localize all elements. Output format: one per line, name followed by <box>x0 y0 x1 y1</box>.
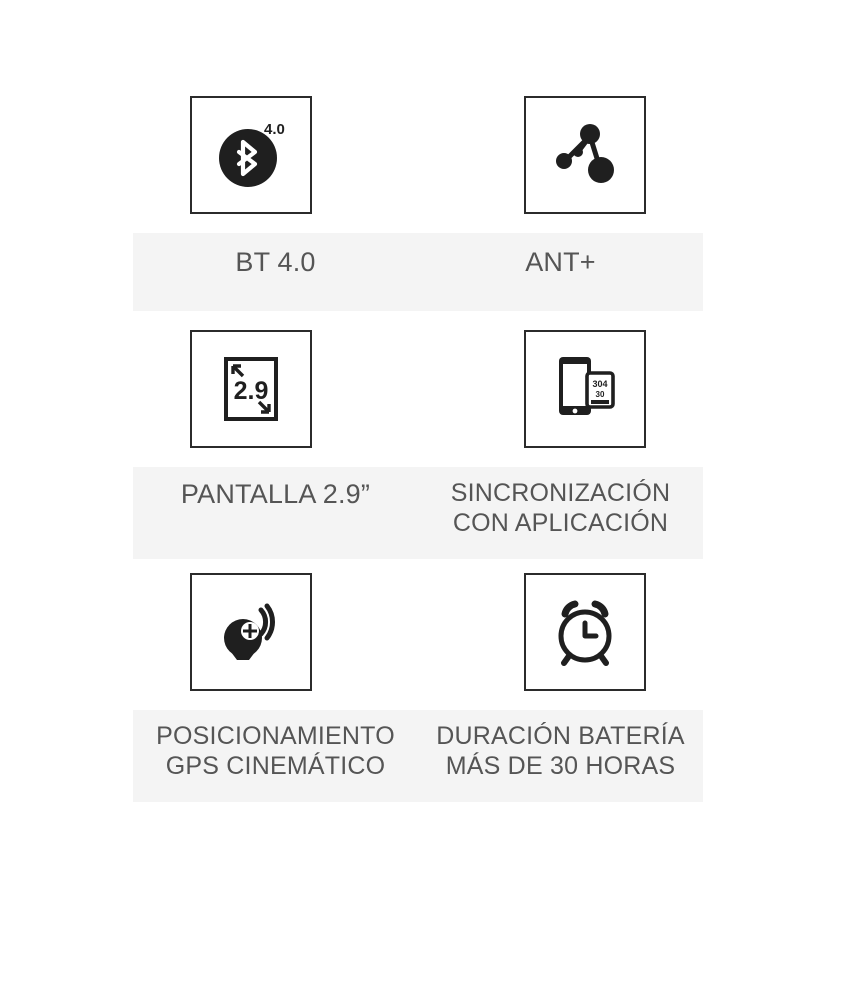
phone-sync-value-1: 304 <box>592 379 608 389</box>
caption-cell-bt <box>133 236 418 278</box>
screen-size-icon-box <box>190 330 312 448</box>
alarm-clock-icon-box <box>524 573 646 691</box>
row-2-captions <box>133 468 703 538</box>
feature-label-battery-line1: DURACIÓN BATERÍA <box>436 722 685 750</box>
ant-plus-icon-box <box>524 96 646 214</box>
gps-icon-box <box>190 573 312 691</box>
screen-size-icon <box>209 347 293 431</box>
alarm-clock-icon <box>543 590 627 674</box>
row-1-captions <box>133 236 703 278</box>
feature-label-sync-line1: SINCRONIZACIÓN <box>450 479 671 507</box>
caption-cell-sync <box>418 468 703 538</box>
caption-cell-gps <box>133 711 418 781</box>
feature-row-2 <box>133 330 703 537</box>
bluetooth-version-badge: 4.0 <box>264 121 285 138</box>
row-3-captions <box>133 711 703 781</box>
feature-label-battery-line2: MÁS DE 30 HORAS <box>445 752 676 780</box>
phone-sync-icon <box>543 347 627 431</box>
feature-row-3 <box>133 573 703 780</box>
screen-size-value: 2.9 <box>233 377 269 405</box>
row-2-icons <box>133 330 703 448</box>
feature-label-gps-line2: GPS CINEMÁTICO <box>165 752 386 780</box>
row-3-icons <box>133 573 703 691</box>
caption-cell-battery <box>418 711 703 781</box>
feature-label-ant: ANT+ <box>525 247 596 277</box>
feature-row-1 <box>133 96 703 277</box>
caption-cell-screen <box>133 468 418 538</box>
feature-label-gps-line1: POSICIONAMIENTO <box>156 722 395 750</box>
feature-label-bt: BT 4.0 <box>235 247 316 277</box>
bluetooth-icon <box>210 114 292 196</box>
feature-label-screen: PANTALLA 2.9” <box>180 479 371 509</box>
caption-cell-ant <box>418 236 703 278</box>
row-1-icons <box>133 96 703 214</box>
feature-label-sync-line2: CON APLICACIÓN <box>452 509 669 537</box>
phone-sync-icon-box <box>524 330 646 448</box>
ant-plus-network-icon <box>544 114 626 196</box>
phone-sync-value-2: 30 <box>595 390 605 399</box>
bluetooth-icon-box <box>190 96 312 214</box>
gps-satellite-dish-icon <box>209 590 293 674</box>
